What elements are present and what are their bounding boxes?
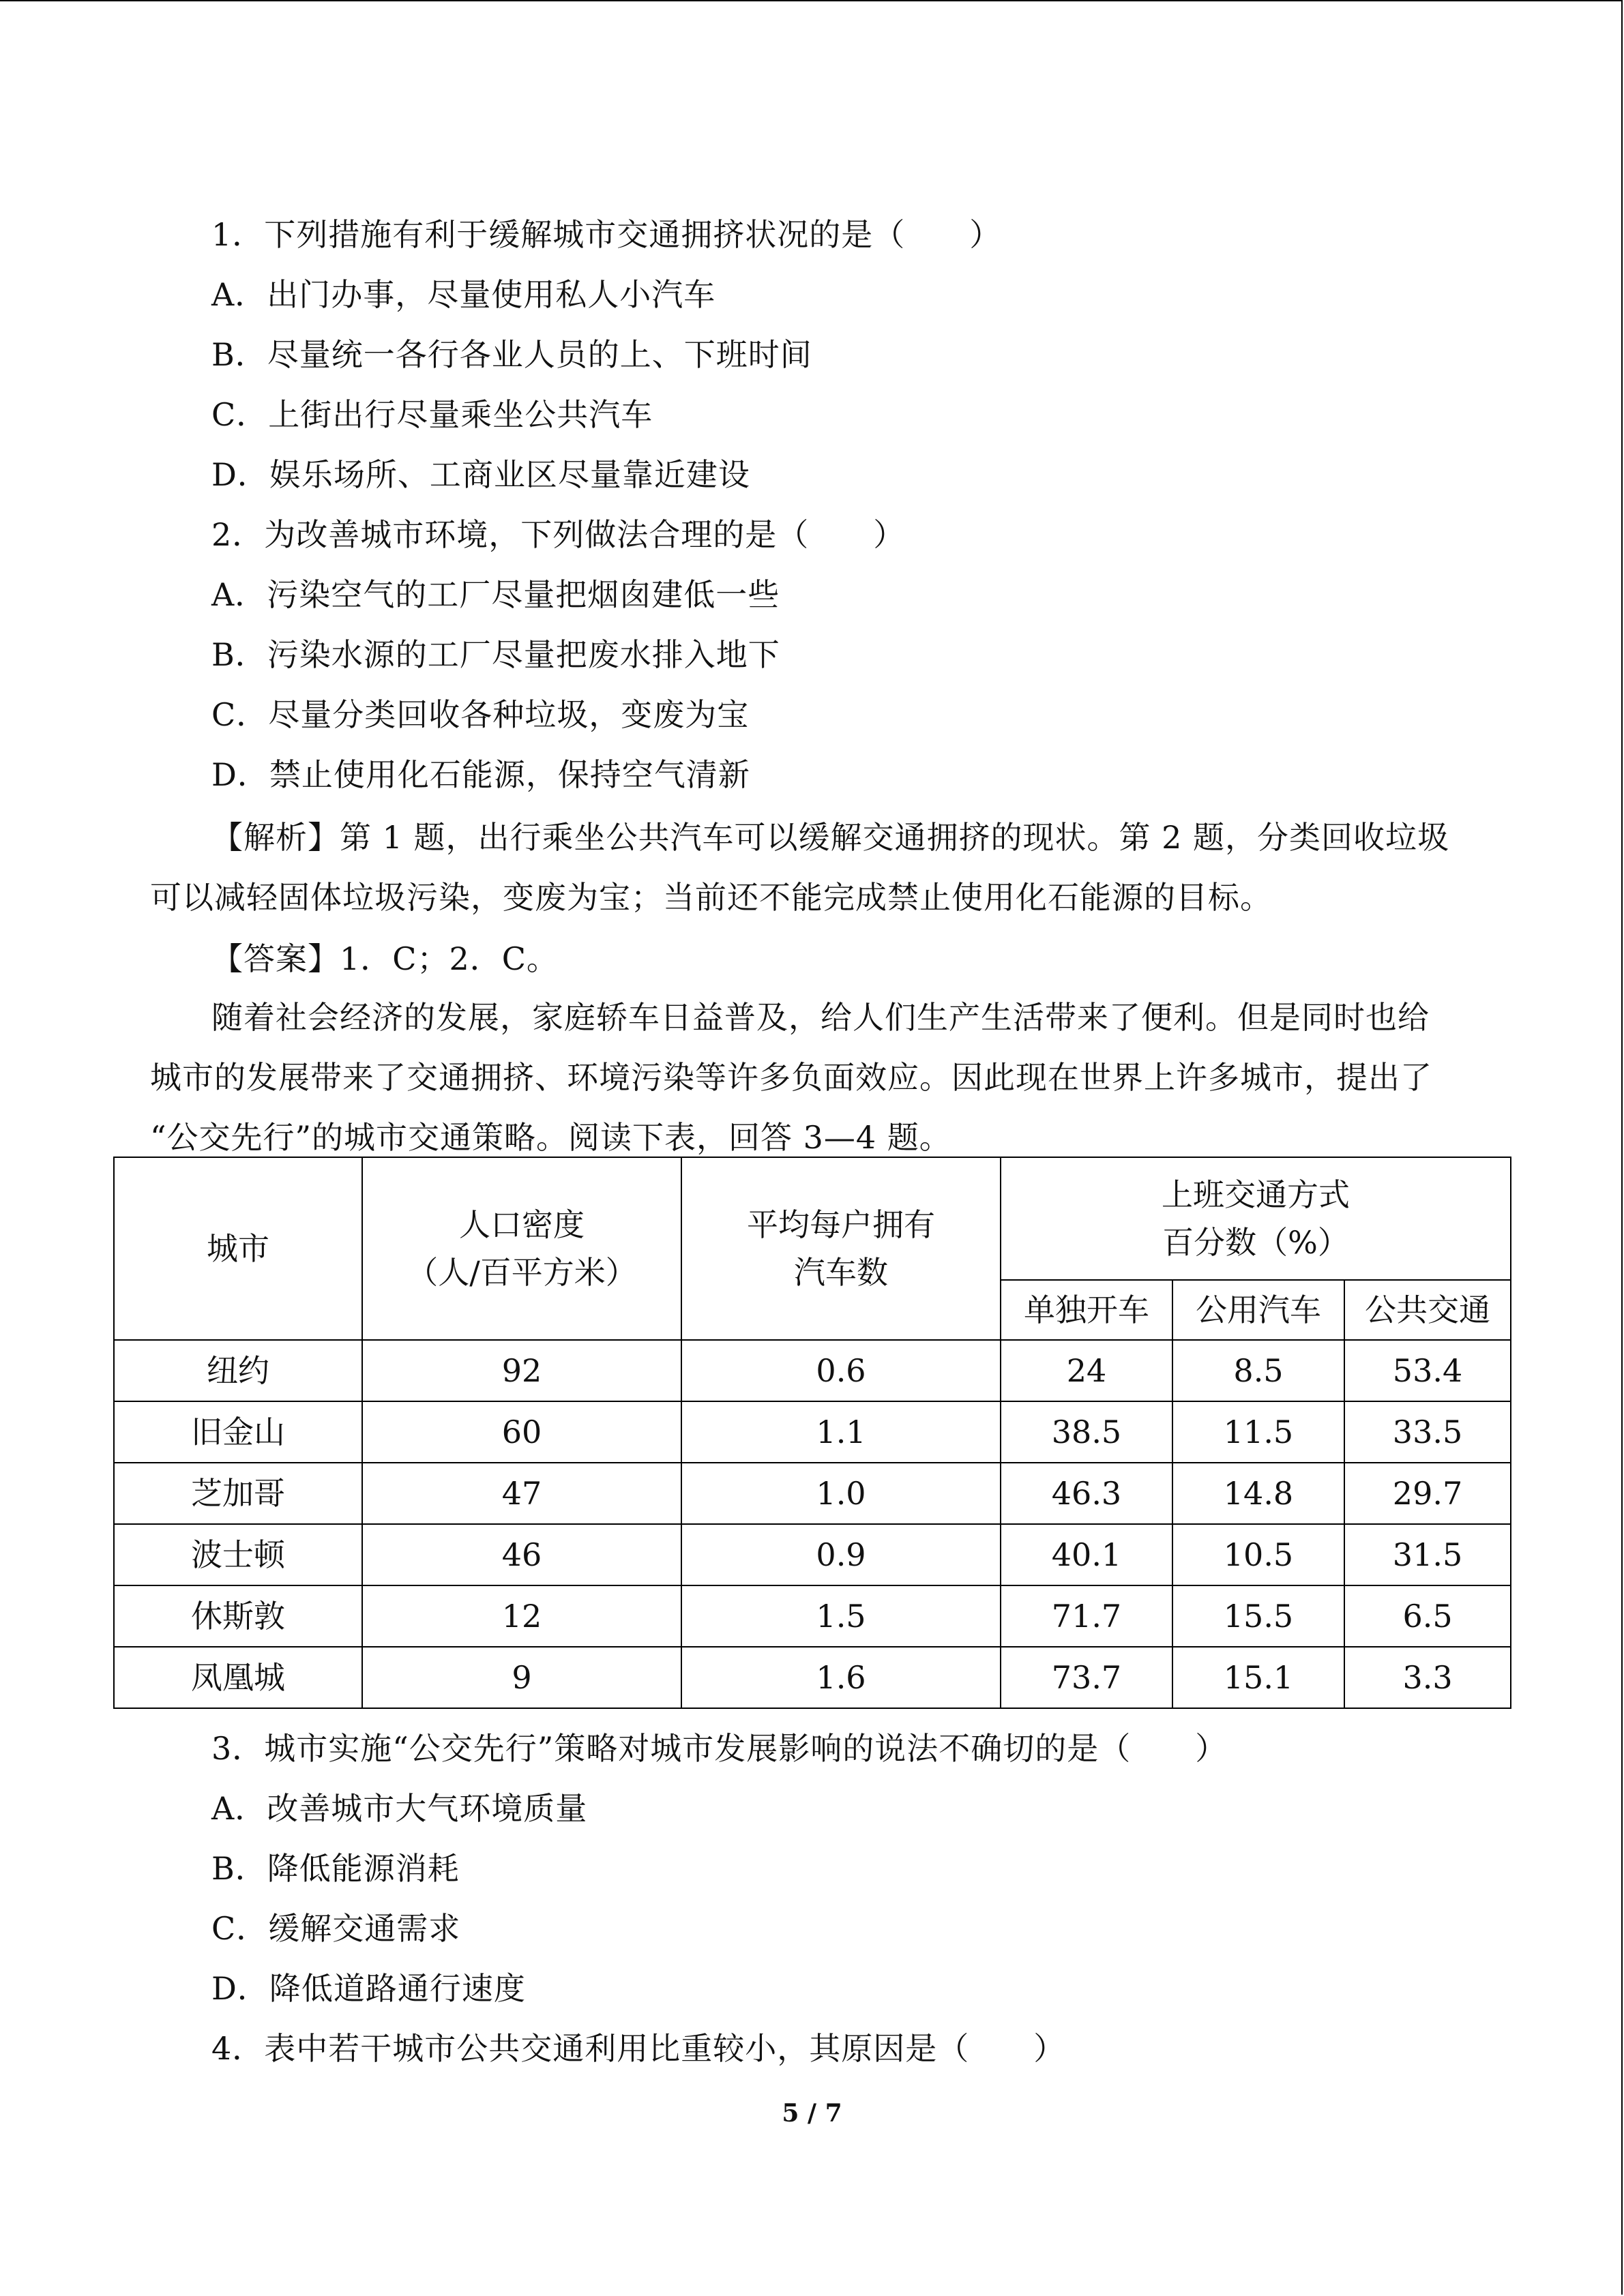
cell-public-transit: 33.5	[1344, 1401, 1511, 1463]
commute-data-table	[113, 1157, 1511, 1709]
subheader-public-transit: 公共交通	[1344, 1280, 1511, 1340]
cell-city: 旧金山	[114, 1401, 362, 1463]
header-city: 城市	[114, 1157, 362, 1340]
cell-density: 12	[362, 1585, 681, 1647]
option-3c: C．缓解交通需求	[211, 1910, 461, 1947]
header-density-line-1: 人口密度	[459, 1206, 585, 1243]
question-1: 1．下列措施有利于缓解城市交通拥挤状况的是（ ）	[211, 216, 1002, 253]
table-row	[114, 1401, 1511, 1463]
header-commute-mode	[1001, 1157, 1511, 1280]
cell-density: 47	[362, 1463, 681, 1524]
option-1a: A．出门办事，尽量使用私人小汽车	[211, 276, 716, 313]
intro-line-1: 随着社会经济的发展，家庭轿车日益普及，给人们生产生活带来了便利。但是同时也给	[211, 999, 1430, 1036]
option-2a: A．污染空气的工厂尽量把烟囱建低一些	[211, 576, 780, 613]
subheader-drive-alone: 单独开车	[1001, 1280, 1172, 1340]
cell-drive-alone: 24	[1001, 1340, 1172, 1401]
question-4: 4．表中若干城市公共交通利用比重较小，其原因是（ ）	[211, 2030, 1066, 2067]
subheader-carpool: 公用汽车	[1172, 1280, 1344, 1340]
cell-cars: 1.6	[681, 1647, 1001, 1708]
cell-city: 芝加哥	[114, 1463, 362, 1524]
cell-city: 凤凰城	[114, 1647, 362, 1708]
option-2c: C．尽量分类回收各种垃圾，变废为宝	[211, 696, 750, 733]
table-row	[114, 1340, 1511, 1401]
cell-carpool: 10.5	[1172, 1524, 1344, 1585]
header-mode-line-1: 上班交通方式	[1162, 1176, 1350, 1213]
cell-cars: 1.1	[681, 1401, 1001, 1463]
header-cars-line-1: 平均每户拥有	[747, 1206, 935, 1243]
cell-city: 休斯敦	[114, 1585, 362, 1647]
answer-line: 【答案】1．C；2．C。	[211, 940, 559, 977]
table-row	[114, 1647, 1511, 1708]
cell-public-transit: 29.7	[1344, 1463, 1511, 1524]
option-2b: B．污染水源的工厂尽量把废水排入地下	[211, 636, 780, 673]
cell-public-transit: 31.5	[1344, 1524, 1511, 1585]
page-number: 5 / 7	[782, 2099, 842, 2128]
cell-public-transit: 53.4	[1344, 1340, 1511, 1401]
option-2d: D．禁止使用化石能源，保持空气清新	[211, 756, 750, 793]
cell-drive-alone: 40.1	[1001, 1524, 1172, 1585]
option-3d: D．降低道路通行速度	[211, 1970, 526, 2007]
cell-public-transit: 3.3	[1344, 1647, 1511, 1708]
cell-density: 9	[362, 1647, 681, 1708]
cell-carpool: 8.5	[1172, 1340, 1344, 1401]
cell-carpool: 15.1	[1172, 1647, 1344, 1708]
option-3b: B．降低能源消耗	[211, 1850, 460, 1887]
cell-carpool: 11.5	[1172, 1401, 1344, 1463]
option-1d: D．娱乐场所、工商业区尽量靠近建设	[211, 456, 750, 493]
intro-line-2: 城市的发展带来了交通拥挤、环境污染等许多负面效应。因此现在世界上许多城市，提出了	[150, 1059, 1432, 1096]
table-row	[114, 1524, 1511, 1585]
intro-line-3: “公交先行”的城市交通策略。阅读下表，回答 3—4 题。	[150, 1119, 951, 1156]
cell-density: 46	[362, 1524, 681, 1585]
cell-density: 60	[362, 1401, 681, 1463]
analysis-line-2: 可以减轻固体垃圾污染，变废为宝；当前还不能完成禁止使用化石能源的目标。	[150, 879, 1272, 916]
header-density-line-2: （人/百平方米）	[407, 1254, 637, 1291]
cell-carpool: 15.5	[1172, 1585, 1344, 1647]
header-cars-line-2: 汽车数	[794, 1254, 888, 1291]
cell-cars: 0.9	[681, 1524, 1001, 1585]
header-density	[362, 1157, 681, 1340]
cell-cars: 0.6	[681, 1340, 1001, 1401]
table-row	[114, 1463, 1511, 1524]
cell-cars: 1.0	[681, 1463, 1001, 1524]
option-1b: B．尽量统一各行各业人员的上、下班时间	[211, 336, 812, 373]
cell-city: 波士顿	[114, 1524, 362, 1585]
analysis-line-1: 【解析】第 1 题，出行乘坐公共汽车可以缓解交通拥挤的现状。第 2 题，分类回收垃圾	[211, 819, 1450, 856]
cell-public-transit: 6.5	[1344, 1585, 1511, 1647]
cell-drive-alone: 46.3	[1001, 1463, 1172, 1524]
cell-cars: 1.5	[681, 1585, 1001, 1647]
cell-city: 纽约	[114, 1340, 362, 1401]
cell-drive-alone: 38.5	[1001, 1401, 1172, 1463]
option-1c: C．上街出行尽量乘坐公共汽车	[211, 396, 653, 433]
cell-density: 92	[362, 1340, 681, 1401]
option-3a: A．改善城市大气环境质量	[211, 1790, 588, 1827]
question-2: 2．为改善城市环境，下列做法合理的是（ ）	[211, 516, 906, 553]
cell-carpool: 14.8	[1172, 1463, 1344, 1524]
question-3: 3．城市实施“公交先行”策略对城市发展影响的说法不确切的是（ ）	[211, 1730, 1228, 1767]
header-cars	[681, 1157, 1001, 1340]
cell-drive-alone: 73.7	[1001, 1647, 1172, 1708]
cell-drive-alone: 71.7	[1001, 1585, 1172, 1647]
header-mode-line-2: 百分数（%）	[1162, 1224, 1349, 1261]
table-row	[114, 1585, 1511, 1647]
